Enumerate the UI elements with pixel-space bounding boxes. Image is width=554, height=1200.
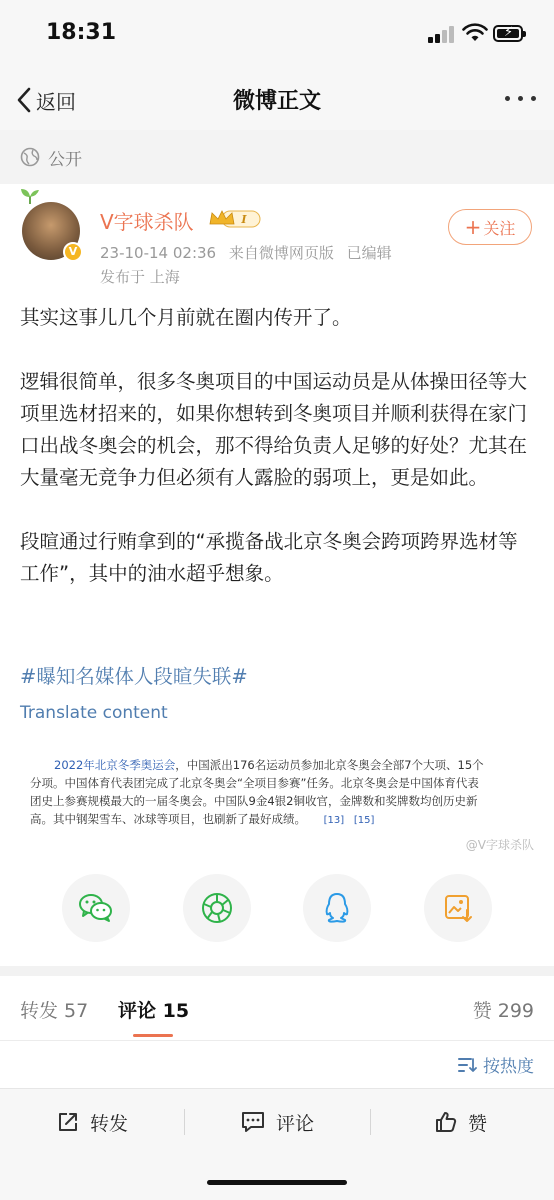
visibility-label: 公开	[48, 149, 82, 170]
share-row	[0, 874, 554, 948]
embed-text: ，中国派出176名运动员参加北京冬奥会全部7个大项、15个	[175, 758, 484, 772]
follow-button[interactable]	[448, 209, 532, 245]
post-image[interactable]	[22, 756, 534, 852]
action-separator	[184, 1109, 185, 1135]
action-separator	[370, 1109, 371, 1135]
level-badge: I	[241, 213, 247, 226]
status-time: 18:31	[46, 20, 117, 45]
post-body	[20, 302, 536, 622]
share-wechat-button[interactable]	[62, 874, 130, 942]
share-qq-button[interactable]	[303, 874, 371, 942]
avatar[interactable]	[22, 202, 80, 260]
active-tab-indicator	[133, 1034, 173, 1037]
wechat-icon	[78, 892, 114, 924]
embed-text: 高。其中钢架雪车、冰球等项目，也刷新了最好成绩。	[30, 812, 306, 826]
battery-icon: ⚡	[493, 25, 523, 42]
section-divider	[0, 966, 554, 976]
moments-icon	[200, 891, 234, 925]
post-location: 发布于 上海	[100, 268, 180, 286]
sprout-icon	[18, 186, 42, 206]
wifi-icon	[462, 23, 488, 43]
embed-ref: [13]	[323, 815, 345, 826]
sort-label: 按热度	[483, 1057, 534, 1077]
translate-link[interactable]: Translate content	[20, 703, 168, 723]
thumbs-up-icon	[434, 1110, 458, 1134]
status-bar	[0, 0, 554, 70]
hashtag-link[interactable]: #曝知名媒体人段暄失联#	[20, 665, 248, 688]
post-paragraph: 逻辑很简单，很多冬奥项目的中国运动员是从体操田径等大项里选材招来的，如果你想转到冬奥项目并顺利获得在家门口出战冬奥会的机会，那不得给负责人足够的好处？尤其在大量毫无竞争力但必须有人露脸的弱项上，更是如此。	[20, 370, 528, 489]
verified-badge-icon: V	[63, 242, 83, 262]
repost-label: 转发	[90, 1112, 129, 1135]
comment-icon	[240, 1110, 266, 1134]
like-button[interactable]	[434, 1107, 487, 1137]
comment-label: 评论	[276, 1112, 315, 1135]
embed-link: 2022年北京冬季奥运会	[54, 758, 176, 772]
tab-divider	[0, 1040, 554, 1041]
more-options-button[interactable]	[505, 96, 536, 101]
plus-icon: +	[464, 215, 482, 239]
author-name[interactable]: V字球杀队	[100, 210, 194, 234]
image-watermark: @V字球杀队	[465, 838, 534, 852]
sort-by-hot-button[interactable]	[457, 1052, 534, 1077]
tab-likes[interactable]: 赞 299	[472, 1000, 534, 1022]
visibility-bar	[0, 130, 554, 184]
back-label: 返回	[36, 89, 76, 114]
nav-bar	[0, 70, 554, 130]
edited-label[interactable]: 已编辑	[346, 244, 392, 262]
follow-label: 关注	[483, 218, 516, 238]
repost-button[interactable]	[56, 1107, 128, 1137]
tab-comments[interactable]: 评论 15	[118, 1000, 190, 1022]
post-timestamp: 23-10-14 02:36	[100, 244, 217, 262]
post-paragraph: 段暄通过行贿拿到的“承揽备战北京冬奥会跨项跨界选材等工作”，其中的油水超乎想象。	[20, 530, 518, 585]
comment-button[interactable]	[240, 1107, 314, 1137]
like-label: 赞	[468, 1112, 488, 1135]
page-title: 微博正文	[232, 89, 321, 114]
sort-icon	[457, 1056, 477, 1074]
save-image-icon	[443, 893, 473, 923]
post-source: 来自微博网页版	[228, 244, 334, 262]
embed-text: 分项。中国体育代表团完成了北京冬奥会“全项目参赛”任务。北京冬奥会是中国体育代表	[30, 776, 479, 790]
qq-icon	[322, 891, 352, 925]
member-crown-icon[interactable]	[208, 208, 264, 230]
repost-icon	[56, 1110, 80, 1134]
share-moments-button[interactable]	[183, 874, 251, 942]
post-meta	[100, 242, 392, 263]
home-indicator[interactable]	[207, 1180, 347, 1185]
globe-icon	[20, 147, 40, 167]
embed-text: 团史上参赛规模最大的一届冬奥会。中国队9金4银2铜收官，金牌数和奖牌数均创历史新	[30, 794, 478, 808]
post-paragraph: 其实这事儿几个月前就在圈内传开了。	[20, 306, 352, 329]
tab-reposts[interactable]: 转发 57	[20, 1000, 89, 1022]
save-image-button[interactable]	[424, 874, 492, 942]
signal-icon	[428, 25, 454, 43]
embed-ref: [15]	[353, 815, 375, 826]
